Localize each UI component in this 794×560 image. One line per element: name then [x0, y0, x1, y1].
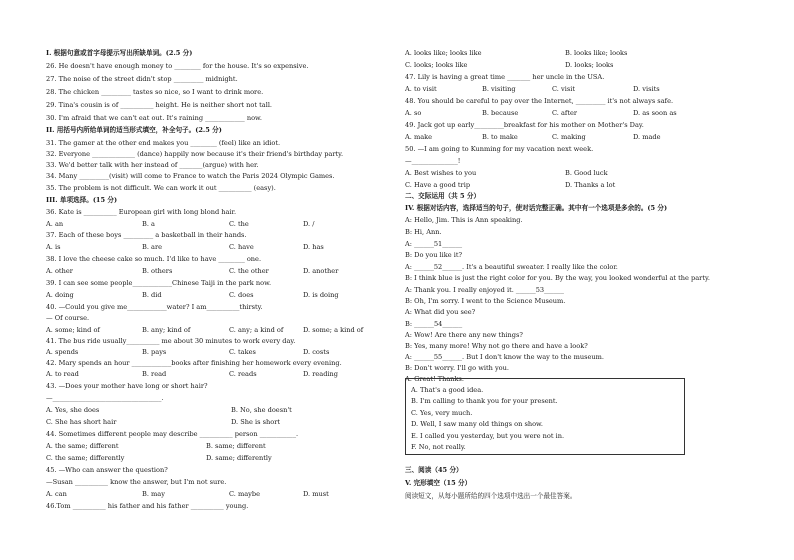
text-line: II. 用括号内所给单词的适当形式填空，补全句子。(2.5 分): [46, 126, 222, 134]
text-line: 32. Everyone _____________ (dance) happily now because it's their friend's birthday party.: [46, 150, 344, 158]
choice-option: B. may: [142, 490, 165, 498]
text-line: 49. Jack got up early_________breakfast for his mother on Mother's Day.: [405, 121, 644, 129]
text-line: 45. —Who can answer the question?: [46, 466, 168, 474]
choice-option: B. No, she doesn't: [231, 406, 292, 414]
text-line: 50. —I am going to Kunming for my vacation next week.: [405, 145, 594, 153]
option-line: B. I'm calling to thank you for your present.: [411, 397, 558, 405]
choice-option: A. the same; different: [46, 442, 119, 450]
options-box: [405, 378, 685, 455]
choice-option: C. takes: [229, 348, 256, 356]
text-line: 27. The noise of the street didn't stop _________ midnight.: [46, 75, 238, 83]
choice-option: D. must: [303, 490, 329, 498]
choice-option: A. is: [46, 243, 61, 251]
text-line: 30. I'm afraid that we can't eat out. It's raining ____________ now.: [46, 114, 262, 122]
choice-option: B. did: [142, 291, 162, 299]
text-line: 35. The problem is not difficult. We can work it out __________ (easy).: [46, 184, 276, 192]
choice-option: C. making: [552, 133, 586, 141]
choice-option: D. another: [303, 267, 339, 275]
text-line: 38. I love the cheese cake so much. I'd like to have ________ one.: [46, 255, 262, 263]
text-line: 26. He doesn't have enough money to ________ for the house. It's so expensive.: [46, 62, 309, 70]
choice-option: D. costs: [303, 348, 330, 356]
text-line: A: ______51______: [405, 240, 463, 248]
choice-option: B. because: [482, 109, 519, 117]
text-line: 43. —Does your mother have long or short hair?: [46, 382, 208, 390]
choice-option: B. pays: [142, 348, 167, 356]
text-line: A: Hello, Jim. This is Ann speaking.: [405, 216, 523, 224]
text-line: 31. The gamer at the other end makes you ________ (feel) like an idiot.: [46, 139, 281, 147]
choice-option: D. is doing: [303, 291, 339, 299]
choice-option: C. maybe: [229, 490, 261, 498]
choice-option: D. reading: [303, 370, 339, 378]
text-line: 44. Sometimes different people may describe __________ person ___________.: [46, 430, 299, 438]
option-line: E. I called you yesterday, but you were not in.: [411, 432, 565, 440]
option-line: D. Well, I saw many old things on show.: [411, 420, 544, 428]
text-line: B: Oh, I'm sorry. I went to the Science Museum.: [405, 297, 566, 305]
choice-option: C. She has short hair: [46, 418, 117, 426]
choice-option: A. to visit: [405, 85, 437, 93]
choice-option: C. does: [229, 291, 254, 299]
choice-option: D. looks; looks: [565, 61, 614, 69]
text-line: —______________!: [405, 157, 461, 165]
text-line: 37. Each of these boys _________ a basketball in their hands.: [46, 231, 247, 239]
choice-option: A. so: [405, 109, 422, 117]
choice-option: A. some; kind of: [46, 326, 100, 334]
text-line: B: Don't worry. I'll go with you.: [405, 364, 509, 372]
choice-option: B. a: [142, 220, 155, 228]
text-line: —_________________________________.: [46, 394, 164, 402]
choice-option: C. any; a kind of: [229, 326, 284, 334]
text-line: 34. Many _________(visit) will come to France to watch the Paris 2024 Olympic Games.: [46, 172, 335, 180]
text-line: A: ______55______. But I don't know the way to the museum.: [405, 353, 604, 361]
choice-option: B. to make: [482, 133, 518, 141]
text-line: 41. The bus ride usually__________ me about 30 minutes to work every day.: [46, 337, 296, 345]
choice-option: A. can: [46, 490, 67, 498]
choice-option: B. visiting: [482, 85, 516, 93]
text-line: — Of course.: [46, 314, 90, 322]
choice-option: C. after: [552, 109, 578, 117]
text-line: A: Wow! Are there any new things?: [405, 331, 523, 339]
choice-option: C. the other: [229, 267, 269, 275]
text-line: 36. Kate is __________ European girl with long blond hair.: [46, 208, 237, 216]
option-line: F. No, not really.: [411, 443, 466, 451]
choice-option: A. Yes, she does: [46, 406, 100, 414]
choice-option: A. Best wishes to you: [405, 169, 477, 177]
choice-option: A. to read: [46, 370, 79, 378]
text-line: —Susan __________ know the answer, but I'm not sure.: [46, 478, 227, 486]
text-line: 46.Tom __________ his father and his father __________ young.: [46, 502, 249, 510]
choice-option: D. made: [633, 133, 661, 141]
choice-option: A. spends: [46, 348, 79, 356]
choice-option: C. Have a good trip: [405, 181, 471, 189]
text-line: B: Do you like it?: [405, 251, 463, 259]
choice-option: A. looks like; looks like: [405, 49, 482, 57]
choice-option: C. reads: [229, 370, 257, 378]
text-line: B: Yes, many more! Why not go there and have a look?: [405, 342, 588, 350]
text-line: 29. Tina's cousin is of __________ height. He is neither short not tall.: [46, 101, 273, 109]
choice-option: D. visits: [633, 85, 660, 93]
text-line: 47. Lily is having a great time _______ her uncle in the USA.: [405, 73, 605, 81]
text-line: A: ______52______. It's a beautiful sweater. I really like the color.: [405, 263, 618, 271]
choice-option: B. same; different: [206, 442, 266, 450]
choice-option: C. visit: [552, 85, 575, 93]
choice-option: A. an: [46, 220, 64, 228]
choice-option: D. some; a kind of: [303, 326, 364, 334]
text-line: V. 完形填空（15 分）: [405, 479, 472, 487]
choice-option: B. read: [142, 370, 167, 378]
text-line: III. 单项选择。(15 分): [46, 196, 118, 204]
text-line: B: Hi, Ann.: [405, 228, 442, 236]
option-line: A. That's a good idea.: [411, 386, 484, 394]
choice-option: D. She is short: [231, 418, 280, 426]
choice-option: A. other: [46, 267, 73, 275]
choice-option: B. others: [142, 267, 173, 275]
text-line: A: Thank you. I really enjoyed it. ______53______: [405, 286, 564, 294]
text-line: 40. —Could you give me____________water? I am__________thirsty.: [46, 303, 263, 311]
choice-option: B. looks like; looks: [565, 49, 628, 57]
text-line: 39. I can see some people____________Chinese Taiji in the park now.: [46, 279, 272, 287]
text-line: 三、阅读（45 分）: [405, 466, 463, 474]
text-line: I. 根据句意或首字母提示写出所缺单词。(2.5 分): [46, 49, 193, 57]
choice-option: C. looks; looks like: [405, 61, 468, 69]
text-line: 33. We'd better talk with her instead of _______(argue) with her.: [46, 161, 259, 169]
text-line: A: What did you see?: [405, 308, 476, 316]
choice-option: D. Thanks a lot: [565, 181, 616, 189]
text-line: 二、交际运用（共 5 分）: [405, 192, 481, 200]
choice-option: B. any; kind of: [142, 326, 191, 334]
choice-option: A. make: [405, 133, 433, 141]
choice-option: C. the: [229, 220, 249, 228]
choice-option: D. has: [303, 243, 324, 251]
text-line: B: ______54______: [405, 320, 463, 328]
choice-option: D. as soon as: [633, 109, 677, 117]
choice-option: C. the same; differently: [46, 454, 125, 462]
text-line: 42. Mary spends an hour ____________books after finishing her homework every evening.: [46, 359, 342, 367]
option-line: C. Yes, very much.: [411, 409, 473, 417]
choice-option: B. are: [142, 243, 163, 251]
text-line: 阅读短文，从每小题所给的四个选项中选出一个最佳答案。: [405, 492, 577, 500]
text-line: B: I think blue is just the right color for you. By the way, you looked wonderful at the party.: [405, 274, 710, 282]
text-line: A: Great! Thanks.: [405, 375, 465, 383]
text-line: IV. 根据对话内容，选择适当的句子，使对话完整正确。其中有一个选项是多余的。(5 分): [405, 204, 668, 212]
choice-option: D. same; differently: [206, 454, 272, 462]
text-line: 48. You should be careful to pay over the Internet, _________ it's not always safe.: [405, 97, 674, 105]
choice-option: C. have: [229, 243, 254, 251]
text-line: 28. The chicken _________ tastes so nice, so I want to drink more.: [46, 88, 264, 96]
choice-option: A. doing: [46, 291, 74, 299]
choice-option: B. Good luck: [565, 169, 608, 177]
choice-option: D. /: [303, 220, 315, 228]
